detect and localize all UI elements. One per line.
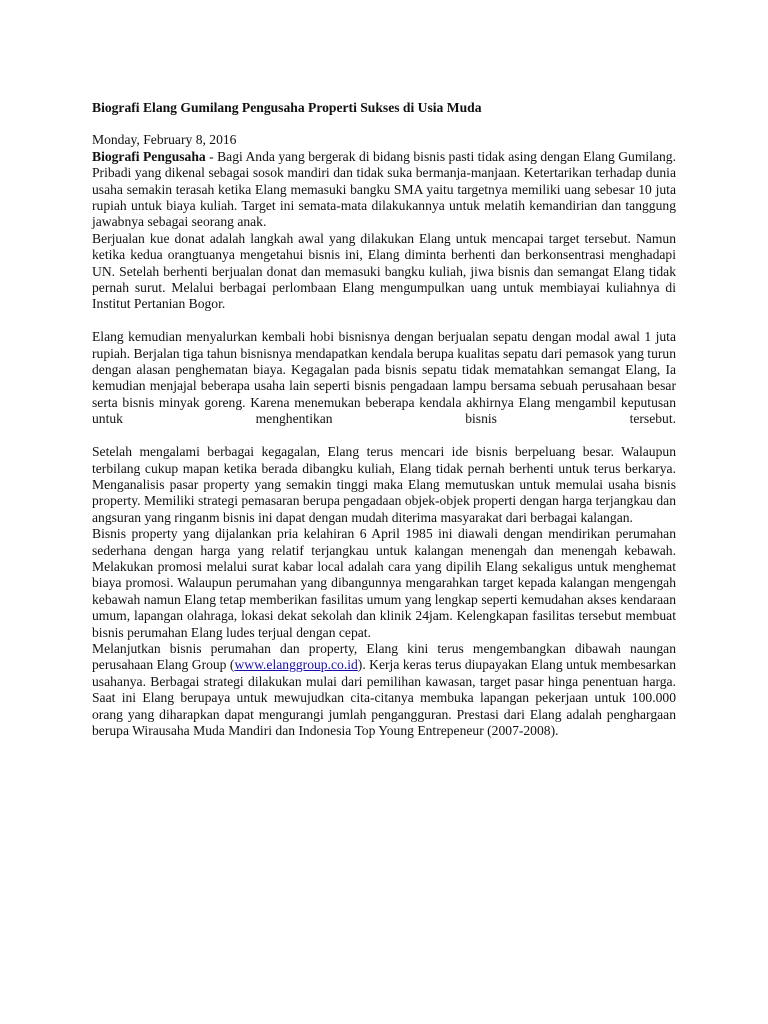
- paragraph-1-lead: Biografi Pengusaha: [92, 148, 206, 164]
- paragraph-4: Setelah mengalami berbagai kegagalan, Elang terus mencari ide bisnis berpeluang besar. Walaupun terbilang cukup mapan ketika berada dibangku kuliah, Elang tidak pernah berhenti untuk terus berkarya. Menganalisis pasar property yang semakin tinggi maka Elang memutuskan untuk memulai usaha bisnis property. Memiliki strategi pemasaran berupa pengadaan objek-objek properti dengan harga terjangkau dan angsuran yang ringanm bisnis ini dapat dengan mudah diterima masyarakat dari berbagai kalangan.: [92, 444, 676, 525]
- document-page: [92, 100, 676, 739]
- paragraph-6: [92, 641, 676, 739]
- paragraph-1: [92, 149, 676, 231]
- paragraph-1-text: - Bagi Anda yang bergerak di bidang bisnis pasti tidak asing dengan Elang Gumilang. Pribadi yang dikenal sebagai sosok mandiri dan tidak suka bermanja-manjaan. Ketertarikan terhadap dunia usaha semakin terasah ketika Elang memasuki bangku SMA yaitu targetnya memiliki uang sebesar 10 juta rupiah untuk biaya kuliah. Target ini semata-mata dilakukannya untuk melatih kemandirian dan tanggung jawabnya sebagai seorang anak.: [92, 148, 677, 230]
- post-date: Monday, February 8, 2016: [92, 132, 237, 148]
- paragraph-6-text-start: Melanjutkan bisnis perumahan dan property, Elang kini terus mengembangkan dibawah naungan perusahaan Elang Group (: [92, 640, 676, 673]
- paragraph-5: Bisnis property yang dijalankan pria kelahiran 6 April 1985 ini diawali dengan mendirikan perumahan sederhana dengan harga yang relatif terjangkau untuk kalangan menengah dan menengah kebawah. Melakukan promosi melalui surat kabar local adalah cara yang dipilih Elang sekaligus untuk menghemat biaya promosi. Walaupun perumahan yang dibangunnya mengarahkan target kepada kalangan mengengah kebawah namun Elang tetap memberikan fasilitas umum yang lengkap seperti kemudahan akses kendaraan umum, lapangan olahraga, lokasi dekat sekolah dan klinik 24jam. Kelengkapan fasilitas tersebut membuat bisnis perumahan Elang ludes terjual dengan cepat.: [92, 526, 676, 640]
- paragraph-2: Berjualan kue donat adalah langkah awal yang dilakukan Elang untuk mencapai target tersebut. Namun ketika kedua orangtuanya mengetahui bisnis ini, Elang diminta berhenti dan berkonsentrasi menghadapi UN. Setelah berhenti berjualan donat dan memasuki bangku kuliah, jiwa bisnis dan semangat Elang tidak pernah surut. Melalui berbagai perlombaan Elang mengumpulkan uang untuk membiayai kuliahnya di Institut Pertanian Bogor.: [92, 230, 676, 312]
- paragraph-3: Elang kemudian menyalurkan kembali hobi bisnisnya dengan berjualan sepatu dengan modal awal 1 juta rupiah. Berjalan tiga tahun bisnisnya mendapatkan kendala berupa kualitas sepatu dari pemasok yang turun dengan alasan penghematan biaya. Kegagalan pada bisnis sepatu tidak mematahkan semangat Elang, Ia kemudian menjajal beberapa usaha lain seperti bisnis pengadaan lampu bersama sebuah perusahaan besar serta bisnis minyak goreng. Karena menemukan beberapa kendala akhirnya Elang mengambil keputusan untuk menghentikan bisnis tersebut.: [92, 329, 676, 427]
- document-title: Biografi Elang Gumilang Pengusaha Properti Sukses di Usia Muda: [92, 100, 482, 115]
- paragraph-6-text-end: ). Kerja keras terus diupayakan Elang untuk membesarkan usahanya. Berbagai strategi dilakukan mulai dari pemilihan kawasan, target pasar hinga penentuan harga. Saat ini Elang berupaya untuk mewujudkan cita-citanya membuka lapangan pekerjaan untuk 100.000 orang yang diharapkan dapat mengurangi jumlah pengangguran. Prestasi dari Elang adalah penghargaan berupa Wirausaha Muda Mandiri dan Indonesia Top Young Entrepeneur (2007-2008).: [92, 657, 676, 738]
- elanggroup-link[interactable]: www.elanggroup.co.id: [234, 657, 358, 673]
